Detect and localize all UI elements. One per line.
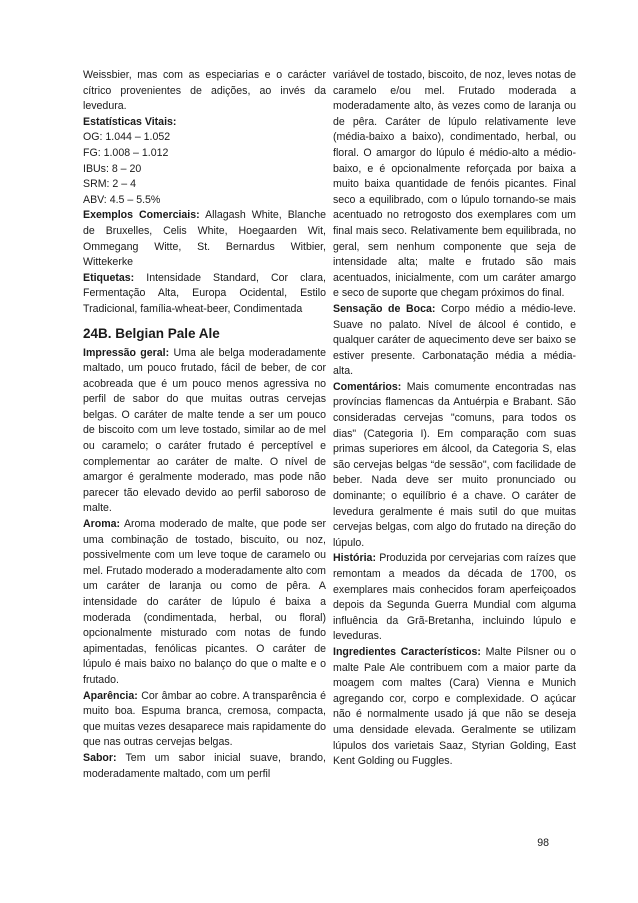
- page-number: 98: [537, 837, 549, 849]
- left-column: [83, 68, 326, 782]
- appearance-label: Aparência:: [83, 689, 138, 702]
- stat-og: OG: 1.044 – 1.052: [83, 131, 171, 144]
- tags-paragraph: [83, 271, 326, 318]
- aroma-paragraph: [83, 517, 326, 689]
- impression-text: Uma ale belga moderadamente maltado, um pouco frutado, fácil de beber, de cor acobreada que é um pouco menos agressiva no perfil de sabor do que muitas outras cervejas belgas. O caráter de malte tende a ser um pouco de biscoito com um leve tostado, similar ao de mel ou caramelo; o caráter frutado é perceptível e complementar ao caráter de malte. O nível de amargor é geralmente moderado, mas pode não parecer tão elevado devido ao perfil saboroso de malte.: [83, 346, 326, 515]
- mouthfeel-paragraph: [333, 302, 576, 380]
- comments-paragraph: [333, 380, 576, 552]
- history-text: Produzida por cervejarias com raízes que remontam a meados da década de 1700, os exemplares mais conhecidos foram aperfeiçoados depois da Segunda Guerra Mundial com alguma influência da Grã-Bretanha, incluindo lúpulo e leveduras.: [333, 552, 576, 643]
- flavor-paragraph: [83, 751, 326, 782]
- stat-fg: FG: 1.008 – 1.012: [83, 146, 169, 159]
- mouthfeel-text: Corpo médio a médio-leve. Suave no palato. Nível de álcool é contido, e qualquer caráter de aquecimento deve ser baixo se estiver presente. Carbonatação média a média-alta.: [333, 302, 576, 378]
- impression-paragraph: [83, 346, 326, 518]
- ingredients-paragraph: [333, 645, 576, 770]
- flavor-continued: variável de tostado, biscoito, de noz, leves notas de caramelo e/ou mel. Frutado moderada a moderadamente alto, às vezes como de laranja ou de pêra. Caráter de lúpulo relativamente leve (média-baixo a baixo), condimentado, herbal, ou floral. O amargor do lúpulo é médio-alto a médio-baixo, e é opcionalmente reforçada por baixa a muito baixa quantidade de fenóis picantes. Final seco a equilibrado, com o lúpulo tornando-se mais acentuado no retrogosto dos exemplares com um final mais seco. Relativamente bem equilibrada, no geral, sem nenhum componente que seja de intensidade alta; malte e frutado são mais acentuados, inicialmente, com um caráter amargo e seco de suporte que chegam próximos do final.: [333, 69, 576, 300]
- examples-text: Allagash White, Blanche de Bruxelles, Celis White, Hoegaarden Wit, Ommegang Witte, St. Bernardus Witbier, Wittekerke: [83, 209, 327, 269]
- stat-abv: ABV: 4.5 – 5.5%: [83, 193, 161, 206]
- right-column: [333, 68, 576, 770]
- examples-paragraph: [83, 208, 326, 270]
- stat-srm: SRM: 2 – 4: [83, 178, 136, 191]
- history-paragraph: [333, 551, 576, 645]
- ingredients-text: Malte Pilsner ou o malte Pale Ale contribuem com a maior parte da moagem com maltes (Cara) Vienna e Munich agregando cor, corpo e complexidade. O açúcar não é normalmente usado já que não se deseja uma densidade elevada. Geralmente se utilizam lúpulos dos varietais Saaz, Styrian Golding, East Kent Golding ou Fuggles.: [333, 645, 576, 768]
- ingredients-label: Ingredientes Característicos:: [333, 645, 481, 658]
- appearance-text: Cor âmbar ao cobre. A transparência é muito boa. Espuma branca, cremosa, compacta, que muitas vezes desaparece mais rapidamente do que nas outras cervejas belgas.: [83, 689, 326, 749]
- appearance-paragraph: [83, 689, 326, 751]
- flavor-text: Tem um sabor inicial suave, brando, moderadamente maltado, com um perfil: [83, 751, 326, 780]
- stats-label: Estatísticas Vitais:: [83, 115, 177, 128]
- comments-text: Mais comumente encontradas nas províncias flamencas da Antuérpia e Brabant. São consideradas cervejas "comuns, para todos os dias" (Categoria I). Em comparação com suas primas superiores em álcool, da Categoria S, elas são cervejas belgas “de sessão", com facilidade de beber. Nada deve ser muito pronunciado ou dominante; o equilíbrio é a chave. O caráter de levedura geralmente é mais sutil do que muitas cervejas belgas, com algo do frutado na direção do lúpulo.: [333, 380, 576, 549]
- flavor-label: Sabor:: [83, 751, 117, 764]
- tags-text: Intensidade Standard, Cor clara, Fermentação Alta, Europa Ocidental, Estilo Tradicional, família-wheat-beer, Condimentada: [83, 271, 326, 315]
- impression-label: Impressão geral:: [83, 346, 170, 359]
- examples-label: Exemplos Comerciais:: [83, 209, 200, 222]
- aroma-label: Aroma:: [83, 518, 121, 531]
- comments-label: Comentários:: [333, 380, 402, 393]
- intro-paragraph: Weissbier, mas com as especiarias e o carácter cítrico provenientes de adições, ao invés da levedura.: [83, 69, 326, 113]
- history-label: História:: [333, 552, 376, 565]
- stat-ibus: IBUs: 8 – 20: [83, 162, 142, 175]
- aroma-text: Aroma moderado de malte, que pode ser uma combinação de tostado, biscuito, ou noz, possivelmente com um leve toque de caramelo ou mel. Frutado moderado a moderadamente alto com um caráter de laranja ou como de pêra. A intensidade do caráter de lúpulo é baixa a moderada (condimentada, herbal, ou floral) opcionalmente misturado com notas de fundo apimentadas, fenólicas picantes. O caráter de lúpulo é mais baixo no balanço do que o malte e o frutado.: [83, 518, 326, 686]
- mouthfeel-label: Sensação de Boca:: [333, 302, 436, 315]
- tags-label: Etiquetas:: [83, 271, 135, 284]
- section-title: 24B. Belgian Pale Ale: [83, 325, 220, 341]
